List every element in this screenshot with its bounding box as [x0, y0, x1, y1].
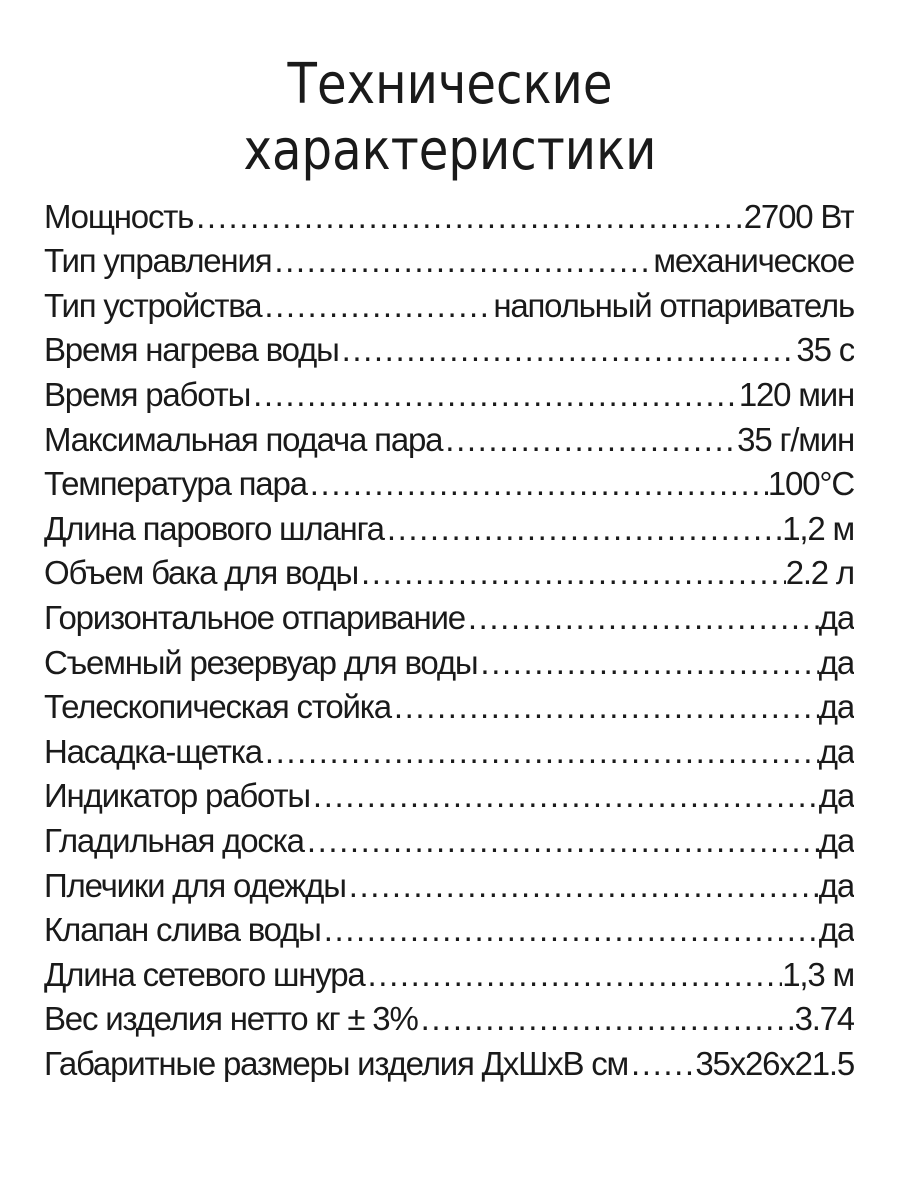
spec-value: 3.74 [794, 1000, 854, 1038]
spec-row-steam-temperature [44, 460, 854, 505]
dot-leader [250, 375, 739, 415]
spec-value: 2700 Вт [743, 197, 854, 235]
spec-row-horizontal-steaming [44, 593, 854, 638]
spec-value: 1,3 м [782, 955, 854, 993]
spec-row-control-type [44, 237, 854, 282]
spec-value: 35x26x21.5 [695, 1044, 854, 1082]
spec-label: Объем бака для воды [44, 554, 358, 592]
spec-row-dimensions [44, 1039, 854, 1084]
spec-value: да [818, 688, 854, 726]
dot-leader [346, 866, 819, 906]
spec-label: Тип управления [44, 242, 272, 280]
dot-leader [465, 598, 819, 638]
spec-value: механическое [653, 242, 854, 280]
spec-label: Длина сетевого шнура [44, 955, 365, 993]
dot-leader [418, 999, 795, 1039]
spec-value: напольный отпариватель [493, 286, 854, 324]
spec-row-device-type [44, 281, 854, 326]
spec-row-work-time [44, 370, 854, 415]
spec-row-clothes-hanger [44, 861, 854, 906]
dot-leader [261, 286, 493, 326]
dot-leader [307, 464, 768, 504]
spec-label: Плечики для одежды [44, 866, 346, 904]
dot-leader [384, 509, 782, 549]
dot-leader [304, 821, 819, 861]
spec-value: 120 мин [738, 375, 854, 413]
spec-label: Температура пара [44, 465, 307, 503]
spec-value: да [818, 732, 854, 770]
spec-value: 2.2 л [785, 554, 854, 592]
dot-leader [628, 1044, 695, 1084]
spec-row-telescopic-stand [44, 683, 854, 728]
spec-list [44, 192, 854, 1084]
spec-label: Максимальная подача пара [44, 420, 443, 458]
spec-row-heat-time [44, 326, 854, 371]
spec-row-hose-length [44, 504, 854, 549]
spec-label: Клапан слива воды [44, 911, 321, 949]
spec-row-drain-valve [44, 906, 854, 951]
page-title-line-1: Технические [287, 52, 613, 117]
dot-leader [365, 955, 783, 995]
spec-value: 1,2 м [782, 509, 854, 547]
dot-leader [442, 420, 737, 460]
spec-value: да [818, 866, 854, 904]
spec-label: Насадка-щетка [44, 732, 262, 770]
dot-leader [339, 330, 797, 370]
page-title-line-2: характеристики [243, 118, 657, 183]
spec-label: Время работы [44, 375, 251, 413]
spec-value: да [818, 821, 854, 859]
spec-label: Горизонтальное отпаривание [44, 598, 465, 636]
spec-label: Индикатор работы [44, 777, 310, 815]
spec-row-brush-attachment [44, 727, 854, 772]
spec-row-ironing-board [44, 816, 854, 861]
spec-value: да [818, 598, 854, 636]
spec-value: 35 г/мин [737, 420, 854, 458]
spec-value: 35 с [796, 331, 854, 369]
spec-row-work-indicator [44, 772, 854, 817]
dot-leader [310, 776, 819, 816]
dot-leader [193, 197, 744, 237]
spec-row-cord-length [44, 950, 854, 995]
spec-value: да [818, 643, 854, 681]
spec-label: Телескопическая стойка [44, 688, 391, 726]
page-title [63, 52, 837, 184]
dot-leader [391, 687, 819, 727]
spec-row-net-weight [44, 995, 854, 1040]
spec-value: да [818, 777, 854, 815]
dot-leader [262, 732, 819, 772]
spec-row-removable-tank [44, 638, 854, 683]
spec-label: Длина парового шланга [44, 509, 384, 547]
spec-value: 100°С [767, 465, 854, 503]
dot-leader [358, 553, 786, 593]
spec-label: Гладильная доска [44, 821, 304, 859]
spec-label: Тип устройства [44, 286, 262, 324]
dot-leader [321, 910, 819, 950]
spec-label: Мощность [44, 197, 194, 235]
spec-label: Съемный резервуар для воды [44, 643, 478, 681]
spec-row-power [44, 192, 854, 237]
spec-row-steam-output [44, 415, 854, 460]
spec-label: Габаритные размеры изделия ДхШхВ см [44, 1044, 629, 1082]
spec-label: Вес изделия нетто кг ± 3% [44, 1000, 418, 1038]
spec-row-tank-volume [44, 549, 854, 594]
spec-value: да [818, 911, 854, 949]
spec-label: Время нагрева воды [44, 331, 339, 369]
dot-leader [271, 241, 653, 281]
dot-leader [477, 643, 818, 683]
